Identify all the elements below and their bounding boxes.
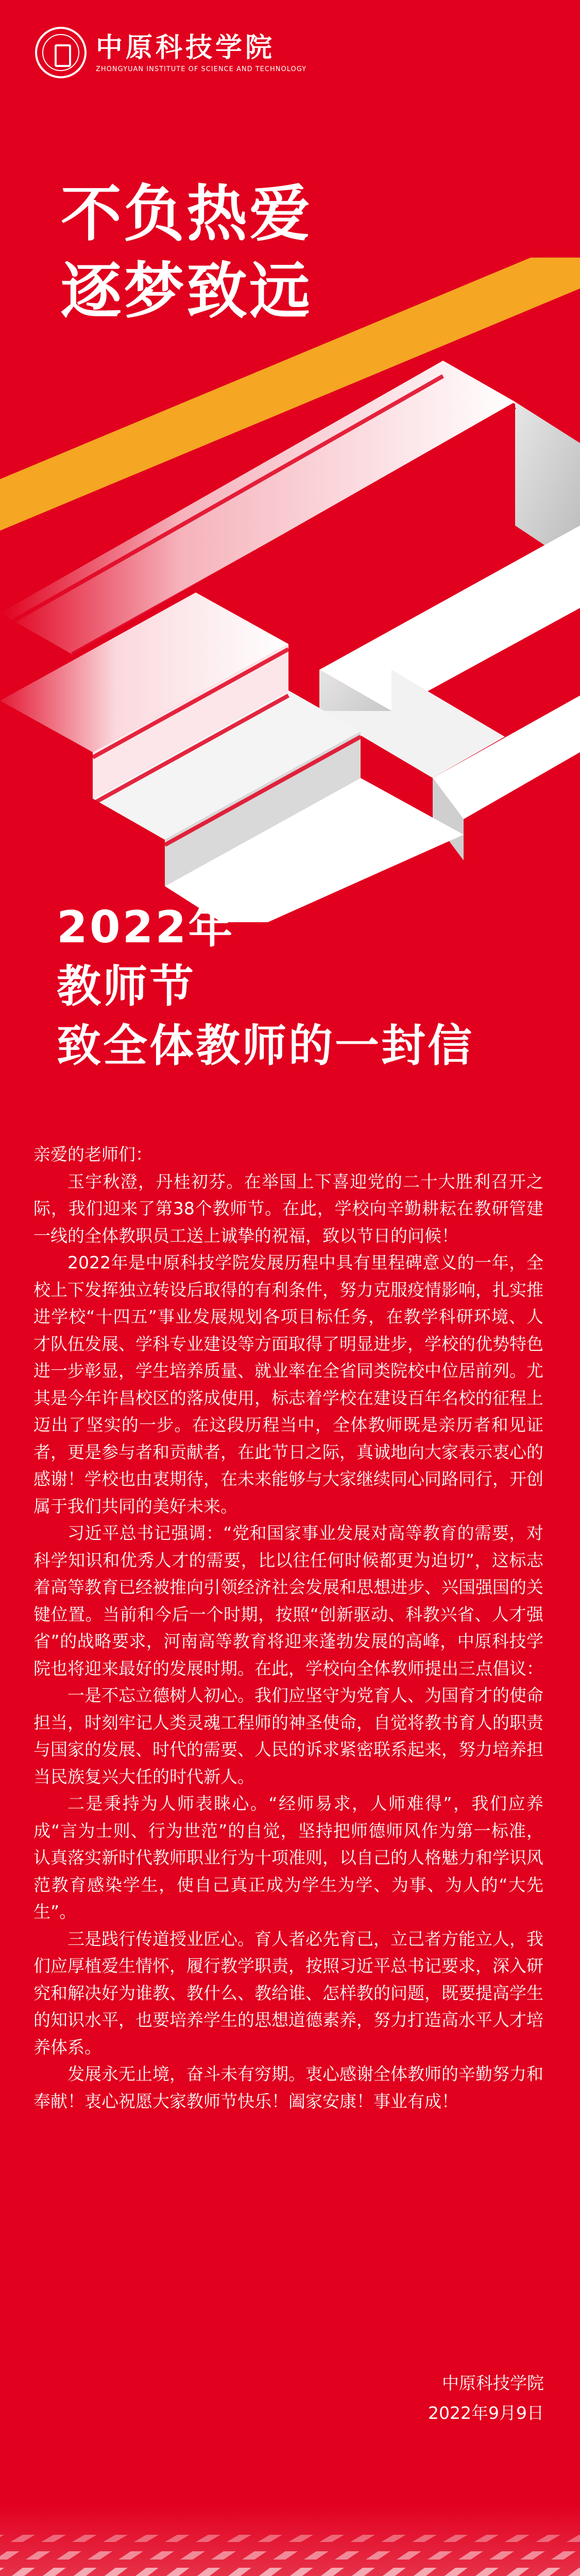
headline <box>61 175 312 330</box>
letter-paragraph: 二是秉持为人师表睐心。“经师易求，人师难得”，我们应养成“言为士则、行为世范”的自觉，坚持把师德师风作为第一标准，认真落实新时代教师职业行为十项准则，以自己的人格魅力和学识风范教育感染学生，使自己真正成为学生为学、为事、为人的“大先生”。 <box>33 1793 543 1922</box>
title-subtitle: 致全体教师的一封信 <box>57 1020 474 1072</box>
title-festival: 教师节 <box>57 961 196 1012</box>
letter-body <box>33 1141 543 2115</box>
school-name-cn: 中原科技学院 <box>96 31 276 63</box>
school-name-block <box>96 32 306 73</box>
letter-paragraph: 发展永无止境，奋斗未有穷期。衷心感谢全体教师的辛勤努力和奉献！衷心祝愿大家教师节快乐！阖家安康！事业有成！ <box>33 2064 543 2111</box>
bottom-pattern <box>0 2473 580 2576</box>
signature: 中原科技学院 <box>442 2373 544 2393</box>
headline-line-1: 不负热爱 <box>61 178 313 249</box>
letter-paragraph: 习近平总书记强调：“党和国家事业发展对高等教育的需要，对科学知识和优秀人才的需要，比以往任何时候都更为迫切”，这标志着高等教育已经被推向引领经济社会发展和思想进步、兴国强国的关键位置。当前和今后一个时期，按照“创新驱动、科教兴省、人才强省”的战略要求，河南高等教育将迎来蓬勃发展的高峰，中原科技学院也将迎来最好的发展时期。在此，学校向全体教师提出三点倡议： <box>33 1523 543 1679</box>
letter-paragraph: 玉宇秋澄，丹桂初芬。在举国上下喜迎党的二十大胜利召开之际，我们迎来了第38个教师节。在此，学校向辛勤耕耘在教研管建一线的全体教职员工送上诚挚的祝福，致以节日的问候！ <box>33 1171 543 1246</box>
letter-greeting: 亲爱的老师们： <box>33 1144 152 1164</box>
letter-date: 2022年9月9日 <box>428 2403 544 2423</box>
school-name-en: ZHONGYUAN INSTITUTE OF SCIENCE AND TECHNOLOGY <box>96 65 307 73</box>
title-year: 2022年 <box>57 902 235 953</box>
headline-line-2: 逐梦致远 <box>61 256 313 327</box>
letter-paragraph: 三是践行传道授业匠心。育人者必先育己，立己者方能立人，我们应厚植爱生情怀，履行教学职责，按照习近平总书记要求，深入研究和解决好为谁教、教什么、教给谁、怎样教的问题，既要提高学生的知识水平，也要培养学生的思想道德素养，努力打造高水平人才培养体系。 <box>33 1928 543 2057</box>
school-logo <box>35 27 306 78</box>
ribbon-mid <box>319 526 580 711</box>
hero-ribbon-art <box>0 258 580 922</box>
letter-paragraph: 2022年是中原科技学院发展历程中具有里程碑意义的一年，全校上下发挥独立转设后取得的有利条件，努力克服疫情影响，扎实推进学校“十四五”事业发展规划各项目标任务，在教学科研环境、人才队伍发展、学科专业建设等方面取得了明显进步，学校的优势特色进一步彰显，学生培养质量、就业率在全省同类院校中位居前列。尤其是今年许昌校区的落成使用，标志着学校在建设百年名校的征程上迈出了坚实的一步。在这段历程当中，全体教师既是亲历者和见证者，更是参与者和贡献者，在此节日之际，真诚地向大家表示衷心的感谢！学校也由衷期待，在未来能够与大家继续同心同路同行，开创属于我们共同的美好未来。 <box>33 1252 543 1516</box>
school-seal-icon <box>35 27 87 78</box>
letter-paragraph: 一是不忘立德树人初心。我们应坚守为党育人、为国育才的使命担当，时刻牢记人类灵魂工程师的神圣使命，自觉将教书育人的职责与国家的发展、时代的需要、人民的诉求紧密联系起来，努力培养担当民族复兴大任的时代新人。 <box>33 1685 543 1787</box>
